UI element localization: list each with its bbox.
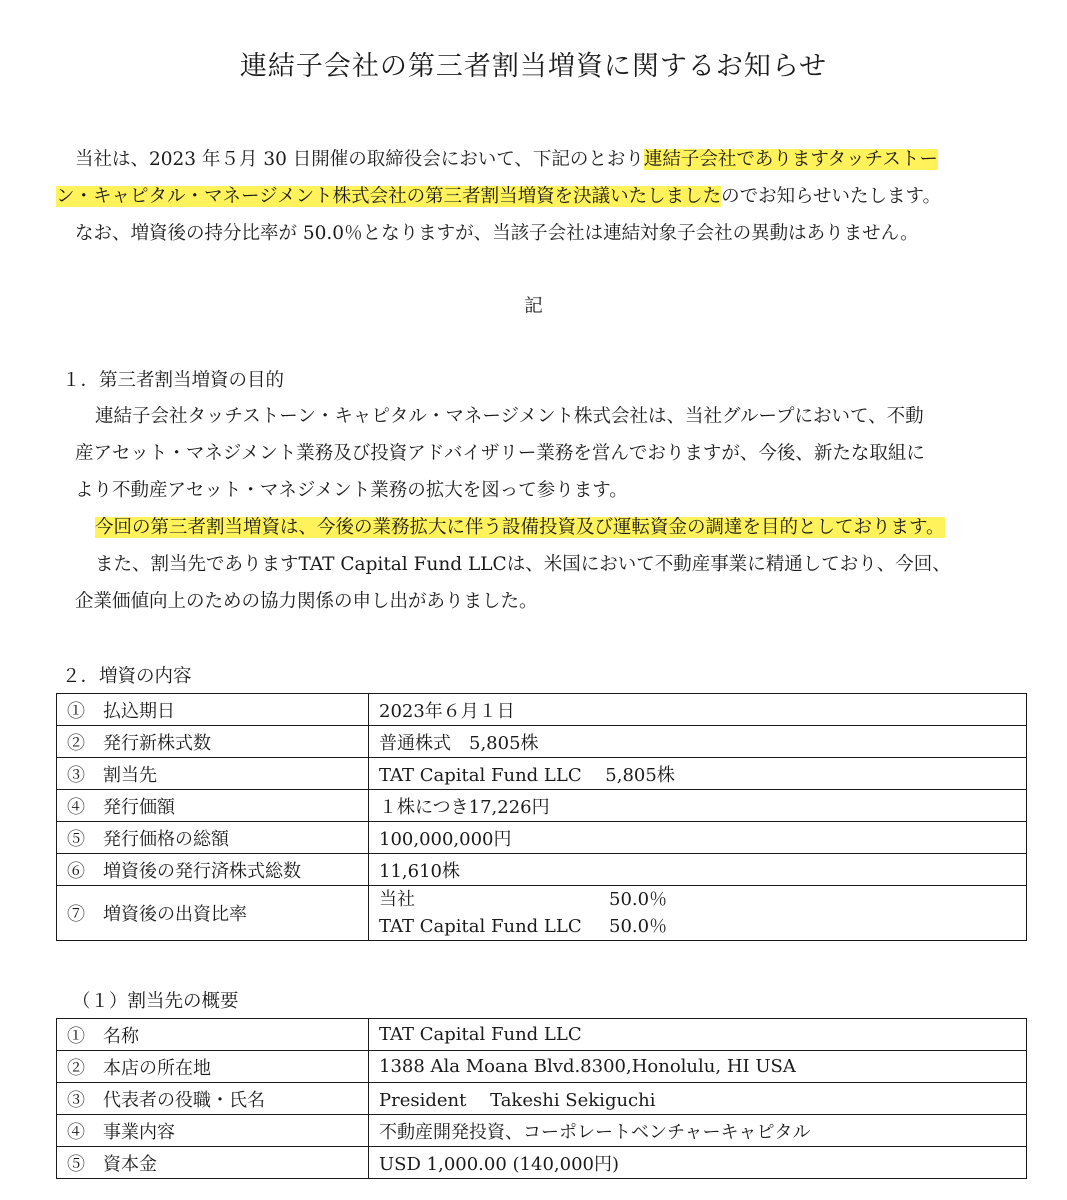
ratio-percent: 50.0％ [609, 889, 668, 910]
row-value: 11,610株 [369, 854, 1027, 886]
table-row [57, 758, 1027, 790]
table-row [57, 1019, 1027, 1051]
row-value: President Takeshi Sekiguchi [369, 1083, 1027, 1115]
purpose-line3: より不動産アセット・マネジメント業務の拡大を図って参ります。 [75, 480, 628, 501]
purpose-line1: 連結子会社タッチストーン・キャピタル・マネージメント株式会社は、当社グループにおいて、不動 [95, 406, 924, 427]
table-row [57, 1147, 1027, 1179]
row-value: 2023年６月１日 [369, 694, 1027, 726]
capital-increase-table [56, 693, 1027, 941]
purpose-highlight: 今回の第三者割当増資は、今後の業務拡大に伴う設備投資及び運転資金の調達を目的としております。 [95, 517, 945, 538]
row-label: ④ 発行価額 [57, 790, 369, 822]
row-value: TAT Capital Fund LLC 5,805株 [369, 758, 1027, 790]
row-label: ⑦ 増資後の出資比率 [57, 886, 369, 941]
table-row [57, 854, 1027, 886]
ki-marker: 記 [524, 296, 543, 317]
row-label: ③ 割当先 [57, 758, 369, 790]
ratio-holder: TAT Capital Fund LLC [379, 916, 582, 937]
intro-line3: なお、増資後の持分比率が 50.0％となりますが、当該子会社は連結対象子会社の異動はありません。 [75, 223, 919, 244]
intro-line2 [56, 186, 941, 207]
section1-body [56, 398, 1036, 620]
ratio-line [379, 886, 1016, 913]
row-label: ② 本店の所在地 [57, 1051, 369, 1083]
document-title: 連結子会社の第三者割当増資に関するお知らせ [239, 51, 828, 82]
row-value: 不動産開発投資、コーポレートベンチャーキャピタル [369, 1115, 1027, 1147]
table-row [57, 694, 1027, 726]
section2-heading: ２．増資の内容 [62, 666, 192, 687]
row-label: ③ 代表者の役職・氏名 [57, 1083, 369, 1115]
row-value: 普通株式 5,805株 [369, 726, 1027, 758]
row-label: ⑤ 資本金 [57, 1147, 369, 1179]
row-value: １株につき17,226円 [369, 790, 1027, 822]
intro-line2-text: のでお知らせいたします。 [721, 186, 942, 207]
row-label: ① 名称 [57, 1019, 369, 1051]
intro-paragraph [56, 141, 1036, 252]
row-label: ④ 事業内容 [57, 1115, 369, 1147]
table-row [57, 790, 1027, 822]
ratio-values [369, 886, 1027, 941]
ratio-line [379, 913, 1016, 940]
row-value: 1388 Ala Moana Blvd.8300,Honolulu, HI USA [369, 1051, 1027, 1083]
intro-highlight-2: ン・キャピタル・マネージメント株式会社の第三者割当増資を決議いたしました [56, 186, 722, 207]
table-row-ratio [57, 886, 1027, 941]
ratio-percent: 50.0％ [609, 916, 668, 937]
table-row [57, 726, 1027, 758]
section3-heading: （１）割当先の概要 [72, 991, 239, 1012]
intro-line1 [56, 149, 938, 170]
table-row [57, 1083, 1027, 1115]
section1-heading: １．第三者割当増資の目的 [62, 370, 285, 391]
row-label: ① 払込期日 [57, 694, 369, 726]
row-value: 100,000,000円 [369, 822, 1027, 854]
row-value: USD 1,000.00 (140,000円) [369, 1147, 1027, 1179]
purpose-line2: 産アセット・マネジメント業務及び投資アドバイザリー業務を営んでおりますが、今後、新たな取組に [75, 443, 925, 464]
row-label: ⑤ 発行価格の総額 [57, 822, 369, 854]
row-value: TAT Capital Fund LLC [369, 1019, 1027, 1051]
intro-highlight-1: 連結子会社でありますタッチストー [643, 149, 938, 170]
row-label: ② 発行新株式数 [57, 726, 369, 758]
row-label: ⑥ 増資後の発行済株式総数 [57, 854, 369, 886]
purpose-line5: また、割当先でありますTAT Capital Fund LLCは、米国において不動産事業に精通しており、今回、 [95, 554, 951, 575]
purpose-line6: 企業価値向上のための協力関係の申し出がありました。 [75, 591, 538, 612]
intro-line1-text: 当社は、2023 年５月 30 日開催の取締役会において、下記のとおり [75, 149, 644, 170]
table-row [57, 822, 1027, 854]
ratio-holder: 当社 [379, 889, 415, 910]
allottee-table [56, 1018, 1027, 1179]
table-row [57, 1051, 1027, 1083]
table-row [57, 1115, 1027, 1147]
